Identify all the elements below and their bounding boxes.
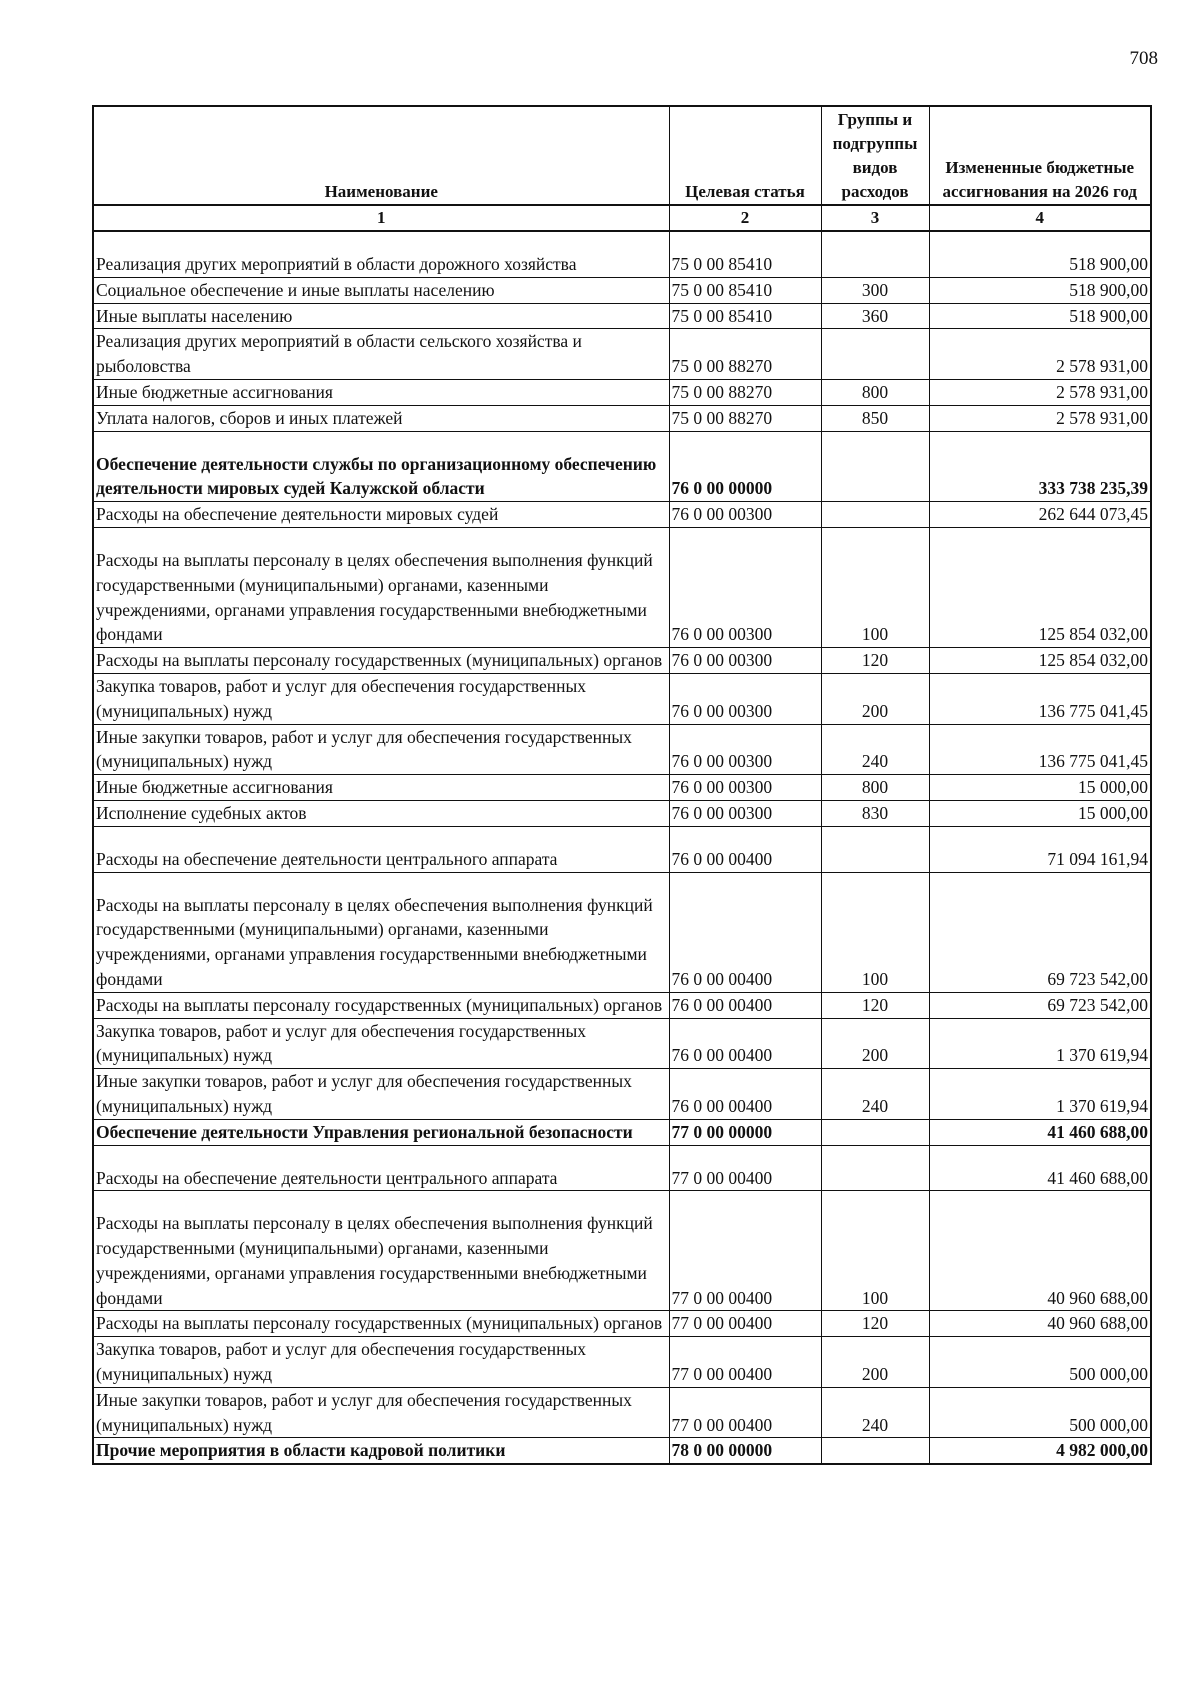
row-amount: 500 000,00: [929, 1337, 1151, 1388]
row-target-code: 76 0 00 00300: [669, 724, 821, 775]
row-name: Закупка товаров, работ и услуг для обеспечения государственных (муниципальных) нужд: [93, 673, 669, 724]
row-name: Реализация других мероприятий в области дорожного хозяйства: [93, 231, 669, 277]
row-target-code: 76 0 00 00400: [669, 1069, 821, 1120]
row-name: Социальное обеспечение и иные выплаты населению: [93, 277, 669, 303]
row-name: Расходы на выплаты персоналу государственных (муниципальных) органов: [93, 1311, 669, 1337]
row-amount: 333 738 235,39: [929, 431, 1151, 502]
table-row: [93, 800, 1151, 826]
row-target-code: 76 0 00 00400: [669, 1018, 821, 1069]
row-target-code: 76 0 00 00000: [669, 431, 821, 502]
column-number: 3: [821, 205, 929, 231]
table-row: [93, 527, 1151, 647]
row-name: Исполнение судебных актов: [93, 800, 669, 826]
header-amount: Измененные бюджетные ассигнования на 2026 год: [929, 106, 1151, 205]
page-number: 708: [1129, 48, 1158, 69]
row-amount: 41 460 688,00: [929, 1145, 1151, 1191]
row-name: Расходы на выплаты персоналу в целях обеспечения выполнения функций государственными (муниципальными) органами, казенными учреждениями, органами управления государственными внебюджетными фондами: [93, 1191, 669, 1311]
row-amount: 125 854 032,00: [929, 648, 1151, 674]
row-expense-group: [821, 1145, 929, 1191]
row-amount: 41 460 688,00: [929, 1119, 1151, 1145]
row-target-code: 76 0 00 00300: [669, 673, 821, 724]
row-name: Закупка товаров, работ и услуг для обеспечения государственных (муниципальных) нужд: [93, 1018, 669, 1069]
row-expense-group: 240: [821, 1387, 929, 1438]
row-target-code: 75 0 00 88270: [669, 405, 821, 431]
row-name: Расходы на обеспечение деятельности центрального аппарата: [93, 1145, 669, 1191]
table-row: [93, 405, 1151, 431]
row-target-code: 77 0 00 00400: [669, 1145, 821, 1191]
row-target-code: 77 0 00 00000: [669, 1119, 821, 1145]
header-group: Группы и подгруппы видов расходов: [821, 106, 929, 205]
row-amount: 71 094 161,94: [929, 826, 1151, 872]
table-row: [93, 1119, 1151, 1145]
table-body: [93, 231, 1151, 1464]
row-name: Иные выплаты населению: [93, 303, 669, 329]
table-row: [93, 826, 1151, 872]
row-expense-group: [821, 431, 929, 502]
row-name: Расходы на обеспечение деятельности мировых судей: [93, 502, 669, 528]
row-expense-group: 240: [821, 1069, 929, 1120]
row-expense-group: 240: [821, 724, 929, 775]
row-expense-group: 200: [821, 1337, 929, 1388]
table-row: [93, 1018, 1151, 1069]
table-row: [93, 277, 1151, 303]
row-expense-group: [821, 329, 929, 380]
row-amount: 262 644 073,45: [929, 502, 1151, 528]
row-name: Расходы на выплаты персоналу государственных (муниципальных) органов: [93, 992, 669, 1018]
row-target-code: 75 0 00 85410: [669, 231, 821, 277]
row-amount: 69 723 542,00: [929, 992, 1151, 1018]
row-amount: 518 900,00: [929, 303, 1151, 329]
budget-table: [92, 105, 1152, 1465]
table-row: [93, 303, 1151, 329]
row-expense-group: [821, 1119, 929, 1145]
row-expense-group: 800: [821, 775, 929, 801]
row-target-code: 75 0 00 85410: [669, 277, 821, 303]
row-target-code: 76 0 00 00400: [669, 992, 821, 1018]
row-name: Расходы на выплаты персоналу в целях обеспечения выполнения функций государственными (муниципальными) органами, казенными учреждениями, органами управления государственными внебюджетными фондами: [93, 527, 669, 647]
row-target-code: 76 0 00 00400: [669, 826, 821, 872]
row-target-code: 77 0 00 00400: [669, 1337, 821, 1388]
header-name: Наименование: [93, 106, 669, 205]
table-row: [93, 775, 1151, 801]
table-row: [93, 431, 1151, 502]
row-name: Иные бюджетные ассигнования: [93, 379, 669, 405]
header-row: [93, 106, 1151, 205]
row-name: Уплата налогов, сборов и иных платежей: [93, 405, 669, 431]
table-row: [93, 1311, 1151, 1337]
row-expense-group: 120: [821, 648, 929, 674]
table-row: [93, 379, 1151, 405]
row-name: Обеспечение деятельности Управления региональной безопасности: [93, 1119, 669, 1145]
table-row: [93, 1337, 1151, 1388]
row-expense-group: 800: [821, 379, 929, 405]
row-amount: 40 960 688,00: [929, 1191, 1151, 1311]
row-amount: 1 370 619,94: [929, 1069, 1151, 1120]
table-row: [93, 1191, 1151, 1311]
table-row: [93, 992, 1151, 1018]
row-expense-group: 120: [821, 1311, 929, 1337]
row-amount: 2 578 931,00: [929, 379, 1151, 405]
table-row: [93, 1387, 1151, 1438]
row-target-code: 77 0 00 00400: [669, 1387, 821, 1438]
row-target-code: 76 0 00 00300: [669, 800, 821, 826]
row-target-code: 78 0 00 00000: [669, 1438, 821, 1464]
row-expense-group: 360: [821, 303, 929, 329]
row-expense-group: 200: [821, 1018, 929, 1069]
row-name: Иные закупки товаров, работ и услуг для обеспечения государственных (муниципальных) нужд: [93, 1069, 669, 1120]
row-target-code: 77 0 00 00400: [669, 1191, 821, 1311]
row-target-code: 76 0 00 00400: [669, 872, 821, 992]
row-expense-group: 850: [821, 405, 929, 431]
row-name: Расходы на выплаты персоналу государственных (муниципальных) органов: [93, 648, 669, 674]
row-expense-group: 100: [821, 527, 929, 647]
row-amount: 40 960 688,00: [929, 1311, 1151, 1337]
row-amount: 2 578 931,00: [929, 405, 1151, 431]
row-amount: 125 854 032,00: [929, 527, 1151, 647]
row-name: Закупка товаров, работ и услуг для обеспечения государственных (муниципальных) нужд: [93, 1337, 669, 1388]
row-name: Иные закупки товаров, работ и услуг для обеспечения государственных (муниципальных) нужд: [93, 1387, 669, 1438]
row-expense-group: 100: [821, 872, 929, 992]
row-name: Прочие мероприятия в области кадровой политики: [93, 1438, 669, 1464]
row-name: Иные закупки товаров, работ и услуг для обеспечения государственных (муниципальных) нужд: [93, 724, 669, 775]
row-target-code: 76 0 00 00300: [669, 527, 821, 647]
row-amount: 500 000,00: [929, 1387, 1151, 1438]
row-expense-group: 200: [821, 673, 929, 724]
row-name: Реализация других мероприятий в области сельского хозяйства и рыболовства: [93, 329, 669, 380]
row-amount: 136 775 041,45: [929, 673, 1151, 724]
row-target-code: 75 0 00 88270: [669, 379, 821, 405]
row-expense-group: 300: [821, 277, 929, 303]
row-amount: 136 775 041,45: [929, 724, 1151, 775]
table-row: [93, 1438, 1151, 1464]
row-expense-group: [821, 1438, 929, 1464]
row-name: Иные бюджетные ассигнования: [93, 775, 669, 801]
row-target-code: 76 0 00 00300: [669, 502, 821, 528]
table-row: [93, 673, 1151, 724]
row-expense-group: [821, 502, 929, 528]
row-expense-group: 100: [821, 1191, 929, 1311]
header-target: Целевая статья: [669, 106, 821, 205]
table-row: [93, 231, 1151, 277]
row-amount: 2 578 931,00: [929, 329, 1151, 380]
row-name: Обеспечение деятельности службы по организационному обеспечению деятельности мировых судей Калужской области: [93, 431, 669, 502]
row-name: Расходы на обеспечение деятельности центрального аппарата: [93, 826, 669, 872]
column-number: 1: [93, 205, 669, 231]
row-expense-group: 830: [821, 800, 929, 826]
row-amount: 518 900,00: [929, 231, 1151, 277]
row-amount: 4 982 000,00: [929, 1438, 1151, 1464]
row-name: Расходы на выплаты персоналу в целях обеспечения выполнения функций государственными (муниципальными) органами, казенными учреждениями, органами управления государственными внебюджетными фондами: [93, 872, 669, 992]
row-amount: 69 723 542,00: [929, 872, 1151, 992]
row-target-code: 76 0 00 00300: [669, 775, 821, 801]
row-target-code: 76 0 00 00300: [669, 648, 821, 674]
row-expense-group: 120: [821, 992, 929, 1018]
table-row: [93, 724, 1151, 775]
column-number: 4: [929, 205, 1151, 231]
column-number: 2: [669, 205, 821, 231]
table-row: [93, 1145, 1151, 1191]
table-row: [93, 329, 1151, 380]
row-target-code: 75 0 00 88270: [669, 329, 821, 380]
table-row: [93, 1069, 1151, 1120]
row-amount: 518 900,00: [929, 277, 1151, 303]
table-row: [93, 502, 1151, 528]
row-target-code: 75 0 00 85410: [669, 303, 821, 329]
table-row: [93, 648, 1151, 674]
row-target-code: 77 0 00 00400: [669, 1311, 821, 1337]
row-expense-group: [821, 826, 929, 872]
row-expense-group: [821, 231, 929, 277]
row-amount: 15 000,00: [929, 775, 1151, 801]
row-amount: 15 000,00: [929, 800, 1151, 826]
column-number-row: [93, 205, 1151, 231]
row-amount: 1 370 619,94: [929, 1018, 1151, 1069]
table-row: [93, 872, 1151, 992]
